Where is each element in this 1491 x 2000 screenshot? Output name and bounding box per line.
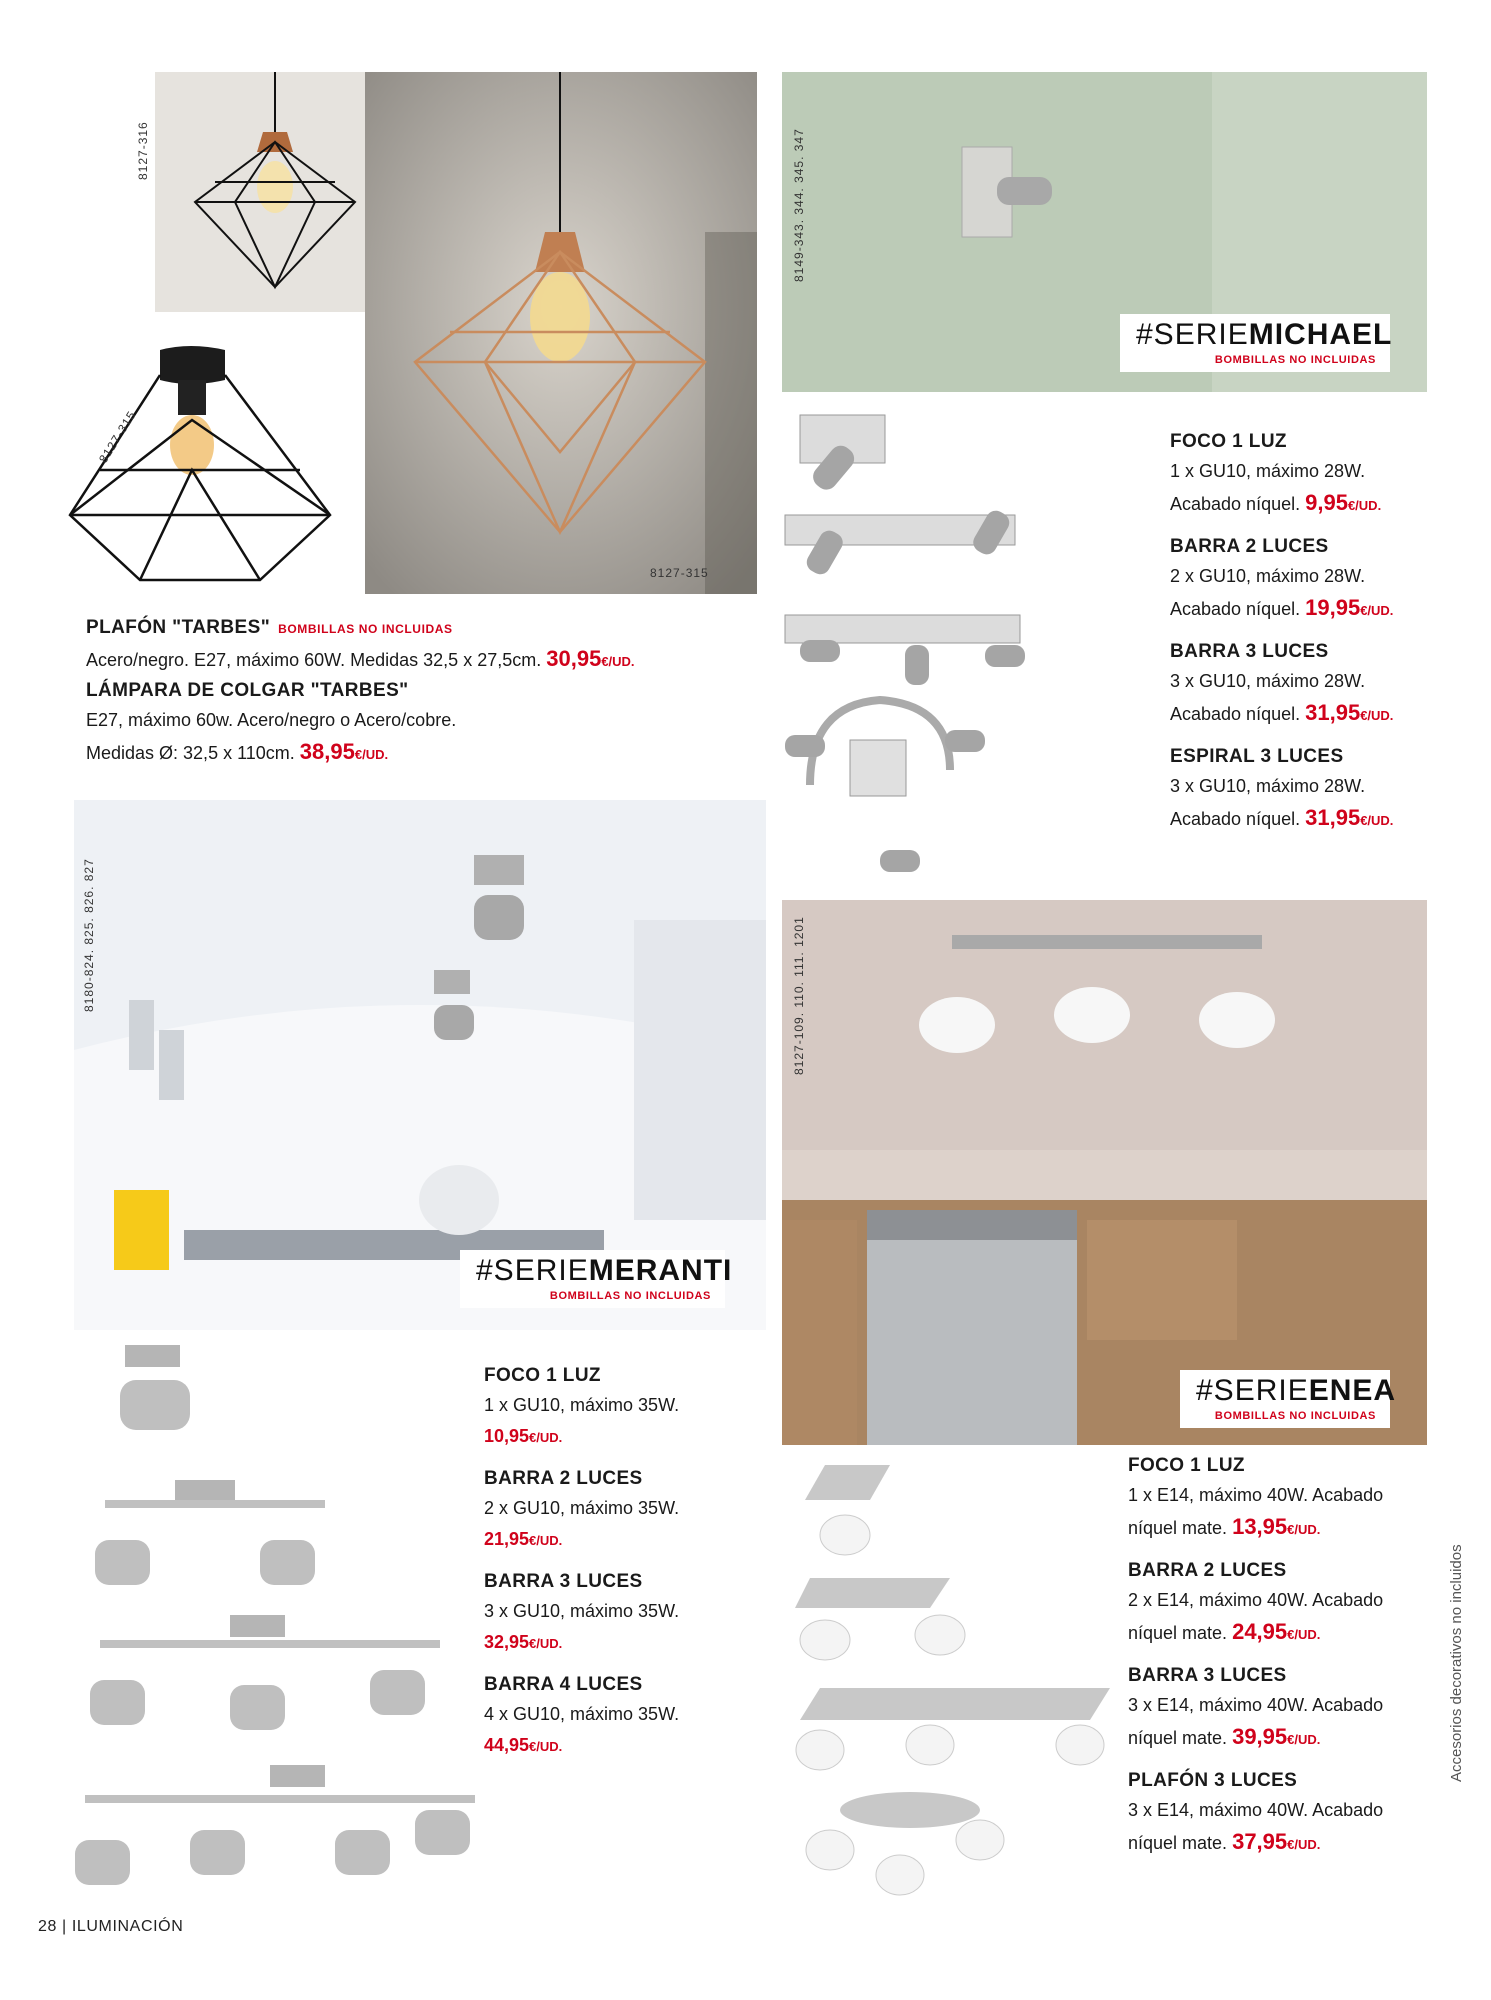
footer-separator: |	[62, 1918, 67, 1935]
product-title: FOCO 1 LUZ	[1170, 431, 1287, 452]
product-code-label: 8180-824. 825. 826. 827	[82, 858, 96, 1012]
product-spec: 3 x E14, máximo 40W. Acabado	[1128, 1695, 1384, 1715]
product-spec: níquel mate.	[1128, 1728, 1228, 1748]
product-spec: Acabado níquel.	[1170, 704, 1301, 724]
product-code-label: 8127-315	[650, 566, 709, 580]
series-tag-enea: #SERIEENEA BOMBILLAS NO INCLUIDAS	[1180, 1370, 1390, 1428]
product-code-label: 8127-316	[136, 121, 150, 180]
product-price: 31,95€/UD.	[1305, 805, 1394, 830]
tarbes-main-pendant-photo	[365, 72, 757, 594]
product-title: FOCO 1 LUZ	[484, 1365, 601, 1386]
meranti-items	[484, 1362, 764, 1762]
product-spec: níquel mate.	[1128, 1518, 1228, 1538]
product-item	[484, 1362, 764, 1453]
product-title: FOCO 1 LUZ	[1128, 1455, 1245, 1476]
product-title: PLAFÓN "TARBES"	[86, 617, 271, 638]
product-title: BARRA 4 LUCES	[484, 1674, 643, 1695]
product-item	[1170, 428, 1430, 521]
product-spec: Acabado níquel.	[1170, 494, 1301, 514]
series-tag-meranti: #SERIEMERANTI BOMBILLAS NO INCLUIDAS	[460, 1250, 725, 1308]
product-title: BARRA 3 LUCES	[1170, 641, 1329, 662]
product-title: BARRA 2 LUCES	[1128, 1560, 1287, 1581]
enea-kitchen-photo	[782, 900, 1427, 1445]
product-spec: 1 x GU10, máximo 35W.	[484, 1395, 680, 1415]
product-spec: 1 x GU10, máximo 28W.	[1170, 461, 1366, 481]
product-spec: Acero/negro. E27, máximo 60W. Medidas 32,5 x 27,5cm.	[86, 650, 542, 670]
product-price: 21,95€/UD.	[484, 1529, 563, 1549]
product-title: ESPIRAL 3 LUCES	[1170, 746, 1344, 767]
product-price: 32,95€/UD.	[484, 1632, 563, 1652]
product-spec: Acabado níquel.	[1170, 599, 1301, 619]
michael-products-photo	[780, 410, 1030, 890]
product-price: 39,95€/UD.	[1232, 1724, 1321, 1749]
product-item	[1170, 533, 1430, 626]
product-spec: Medidas Ø: 32,5 x 110cm.	[86, 743, 295, 763]
product-spec: 4 x GU10, máximo 35W.	[484, 1704, 680, 1724]
product-spec: 2 x GU10, máximo 35W.	[484, 1498, 680, 1518]
product-price: 9,95€/UD.	[1305, 490, 1382, 515]
page-footer	[38, 1918, 183, 1936]
product-price: 44,95€/UD.	[484, 1735, 563, 1755]
product-price: 30,95€/UD.	[546, 646, 635, 671]
meranti-products-photo	[60, 1340, 480, 1900]
product-price: 10,95€/UD.	[484, 1426, 563, 1446]
section-name: ILUMINACIÓN	[71, 1918, 184, 1935]
bulbs-not-included-note: BOMBILLAS NO INCLUIDAS	[549, 1290, 711, 1302]
product-price: 38,95€/UD.	[299, 739, 389, 764]
product-title: BARRA 2 LUCES	[1170, 536, 1329, 557]
enea-products-photo	[790, 1460, 1110, 1900]
product-spec: 1 x E14, máximo 40W. Acabado	[1128, 1485, 1384, 1505]
product-spec: 3 x GU10, máximo 35W.	[484, 1601, 680, 1621]
product-item	[1170, 743, 1430, 836]
tarbes-small-pendant-photo	[155, 72, 395, 312]
product-code-label: 8149-343. 344. 345. 347	[792, 128, 806, 282]
product-title: BARRA 3 LUCES	[484, 1571, 643, 1592]
product-title: LÁMPARA DE COLGAR "TARBES"	[86, 680, 409, 701]
bulbs-not-included-note: BOMBILLAS NO INCLUIDAS	[1214, 1410, 1376, 1422]
product-code-label: 8127-315	[96, 408, 139, 466]
product-spec: 3 x GU10, máximo 28W.	[1170, 776, 1366, 796]
product-code-label: 8127-109. 110. 111. 1201	[792, 916, 806, 1075]
product-item	[1170, 638, 1430, 731]
product-spec: 3 x GU10, máximo 28W.	[1170, 671, 1366, 691]
product-spec: 2 x E14, máximo 40W. Acabado	[1128, 1590, 1384, 1610]
decor-disclaimer: Accesorios decorativos no incluidos	[1448, 1544, 1465, 1782]
product-price: 31,95€/UD.	[1305, 700, 1394, 725]
product-item	[484, 1568, 764, 1659]
enea-items	[1128, 1452, 1428, 1860]
michael-items	[1170, 428, 1430, 836]
product-item	[1128, 1662, 1428, 1755]
product-spec: 2 x GU10, máximo 28W.	[1170, 566, 1366, 586]
tarbes-description	[86, 614, 746, 770]
product-item	[1128, 1767, 1428, 1860]
product-price: 24,95€/UD.	[1232, 1619, 1321, 1644]
product-title: PLAFÓN 3 LUCES	[1128, 1770, 1298, 1791]
product-spec: E27, máximo 60w. Acero/negro o Acero/cobre.	[86, 710, 457, 730]
bulbs-not-included-note: BOMBILLAS NO INCLUIDAS	[1214, 354, 1376, 366]
page-number: 28	[38, 1918, 57, 1935]
product-spec: Acabado níquel.	[1170, 809, 1301, 829]
product-spec: 3 x E14, máximo 40W. Acabado	[1128, 1800, 1384, 1820]
bulbs-not-included-note: BOMBILLAS NO INCLUIDAS	[278, 622, 453, 636]
series-tag-michael: #SERIEMICHAEL BOMBILLAS NO INCLUIDAS	[1120, 314, 1390, 372]
product-price: 37,95€/UD.	[1232, 1829, 1321, 1854]
product-price: 13,95€/UD.	[1232, 1514, 1321, 1539]
product-price: 19,95€/UD.	[1305, 595, 1394, 620]
product-item	[1128, 1452, 1428, 1545]
product-title: BARRA 3 LUCES	[1128, 1665, 1287, 1686]
product-item	[484, 1465, 764, 1556]
product-item	[484, 1671, 764, 1762]
product-spec: níquel mate.	[1128, 1623, 1228, 1643]
product-title: BARRA 2 LUCES	[484, 1468, 643, 1489]
product-spec: níquel mate.	[1128, 1833, 1228, 1853]
product-item	[1128, 1557, 1428, 1650]
